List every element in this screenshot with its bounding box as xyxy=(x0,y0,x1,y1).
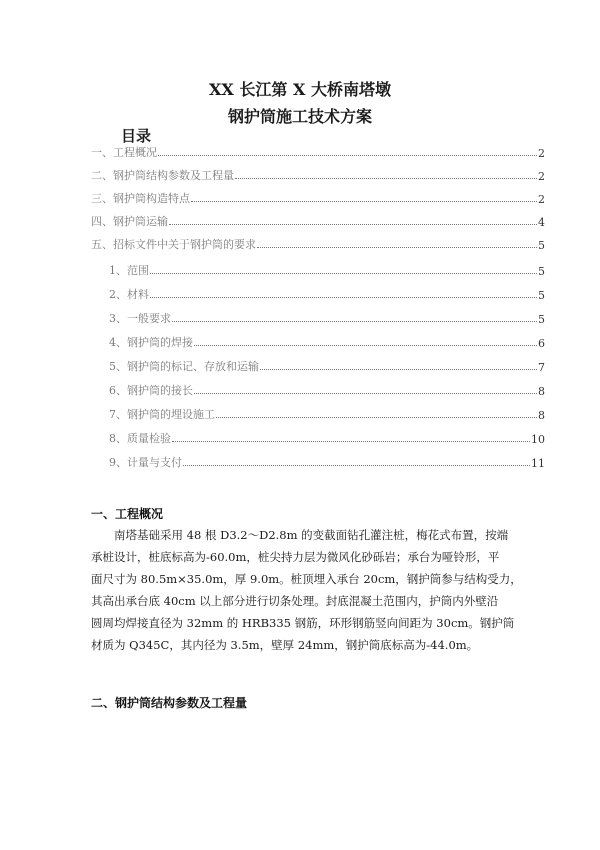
toc-entry[interactable] xyxy=(91,144,545,160)
toc-entry-page: 2 xyxy=(538,193,545,206)
toc-leader-dots xyxy=(194,393,537,394)
toc-entry-page: 8 xyxy=(538,385,545,398)
toc-subentry[interactable] xyxy=(109,406,545,422)
document-title-line1: XX 长江第 X 大桥南塔墩 xyxy=(209,80,391,99)
paragraph-line: 南塔基础采用 48 根 D3.2～D2.8m 的变截面钻孔灌注桩，梅花式布置，按端 xyxy=(114,528,509,542)
paragraph-line: 材质为 Q345C，其内径为 3.5m，壁厚 24mm，钢护筒底标高为-44.0m。 xyxy=(91,638,479,652)
toc-subentry[interactable] xyxy=(109,334,545,350)
toc-entry-page: 5 xyxy=(538,239,545,252)
toc-subentry[interactable] xyxy=(109,382,545,398)
toc-entry-label: 二、钢护筒结构参数及工程量 xyxy=(91,169,234,182)
section-heading-overview: 一、工程概况 xyxy=(91,507,164,521)
toc-entry[interactable] xyxy=(91,213,545,229)
toc-leader-dots xyxy=(158,155,537,156)
toc-subentry[interactable] xyxy=(109,358,545,374)
toc-entry-label: 7、钢护筒的埋设施工 xyxy=(109,408,215,421)
toc-leader-dots xyxy=(260,369,537,370)
toc-entry-page: 10 xyxy=(531,433,545,446)
toc-subentry[interactable] xyxy=(109,454,545,470)
toc-entry-page: 8 xyxy=(538,409,545,422)
toc-entry-page: 11 xyxy=(531,457,545,470)
toc-leader-dots xyxy=(191,201,537,202)
toc-entry-label: 4、钢护筒的焊接 xyxy=(109,336,193,349)
toc-entry-label: 五、招标文件中关于钢护筒的要求 xyxy=(91,238,256,251)
toc-entry-label: 8、质量检验 xyxy=(109,432,171,445)
toc-subentry[interactable] xyxy=(109,430,545,446)
toc-entry-page: 2 xyxy=(538,170,545,183)
toc-entry-label: 四、钢护筒运输 xyxy=(91,215,168,228)
toc-entry-page: 5 xyxy=(538,313,545,326)
toc-heading: 目录 xyxy=(121,127,152,145)
toc-entry-page: 5 xyxy=(538,265,545,278)
toc-entry-page: 5 xyxy=(538,289,545,302)
toc-leader-dots xyxy=(194,345,537,346)
toc-subentry[interactable] xyxy=(109,286,545,302)
toc-entry[interactable] xyxy=(91,167,545,183)
toc-entry-page: 4 xyxy=(538,216,545,229)
toc-leader-dots xyxy=(150,297,537,298)
document-title-line2: 钢护筒施工技术方案 xyxy=(227,107,372,126)
toc-entry-label: 5、钢护筒的标记、存放和运输 xyxy=(109,360,259,373)
toc-entry-label: 1、范围 xyxy=(109,264,149,277)
toc-leader-dots xyxy=(150,273,537,274)
toc-entry-page: 6 xyxy=(538,337,545,350)
paragraph-line: 承桩设计，桩底标高为-60.0m，桩尖持力层为微风化砂砾岩；承台为哑铃形，平 xyxy=(91,550,500,564)
toc-subentry[interactable] xyxy=(109,310,545,326)
toc-entry-label: 3、一般要求 xyxy=(109,312,171,325)
toc-entry[interactable] xyxy=(91,236,545,252)
paragraph-line: 其高出承台底 40cm 以上部分进行切条处理。封底混凝土范围内，护筒内外壁沿 xyxy=(91,594,499,608)
toc-entry-label: 三、钢护筒构造特点 xyxy=(91,192,190,205)
toc-entry-label: 一、工程概况 xyxy=(91,146,157,159)
toc-leader-dots xyxy=(235,178,537,179)
toc-entry-label: 2、材料 xyxy=(109,288,149,301)
toc-leader-dots xyxy=(257,247,537,248)
paragraph-line: 圆周均焊接直径为 32mm 的 HRB335 钢筋，环形钢筋竖向间距为 30cm。钢护筒 xyxy=(91,616,515,630)
section-overview-paragraph xyxy=(91,524,547,656)
toc-entry-page: 2 xyxy=(538,147,545,160)
toc-leader-dots xyxy=(183,465,530,466)
toc-leader-dots xyxy=(216,417,537,418)
toc-entry-label: 9、计量与支付 xyxy=(109,456,182,469)
toc-entry-page: 7 xyxy=(538,361,545,374)
toc-leader-dots xyxy=(172,321,537,322)
toc-entry-label: 6、钢护筒的接长 xyxy=(109,384,193,397)
section-heading-structure: 二、钢护筒结构参数及工程量 xyxy=(91,696,248,710)
toc-entry[interactable] xyxy=(91,190,545,206)
toc-leader-dots xyxy=(169,224,537,225)
toc-subentry[interactable] xyxy=(109,262,545,278)
toc-leader-dots xyxy=(172,441,530,442)
paragraph-line: 面尺寸为 80.5m×35.0m，厚 9.0m。桩顶埋入承台 20cm，钢护筒参与结构受力， xyxy=(91,572,522,586)
